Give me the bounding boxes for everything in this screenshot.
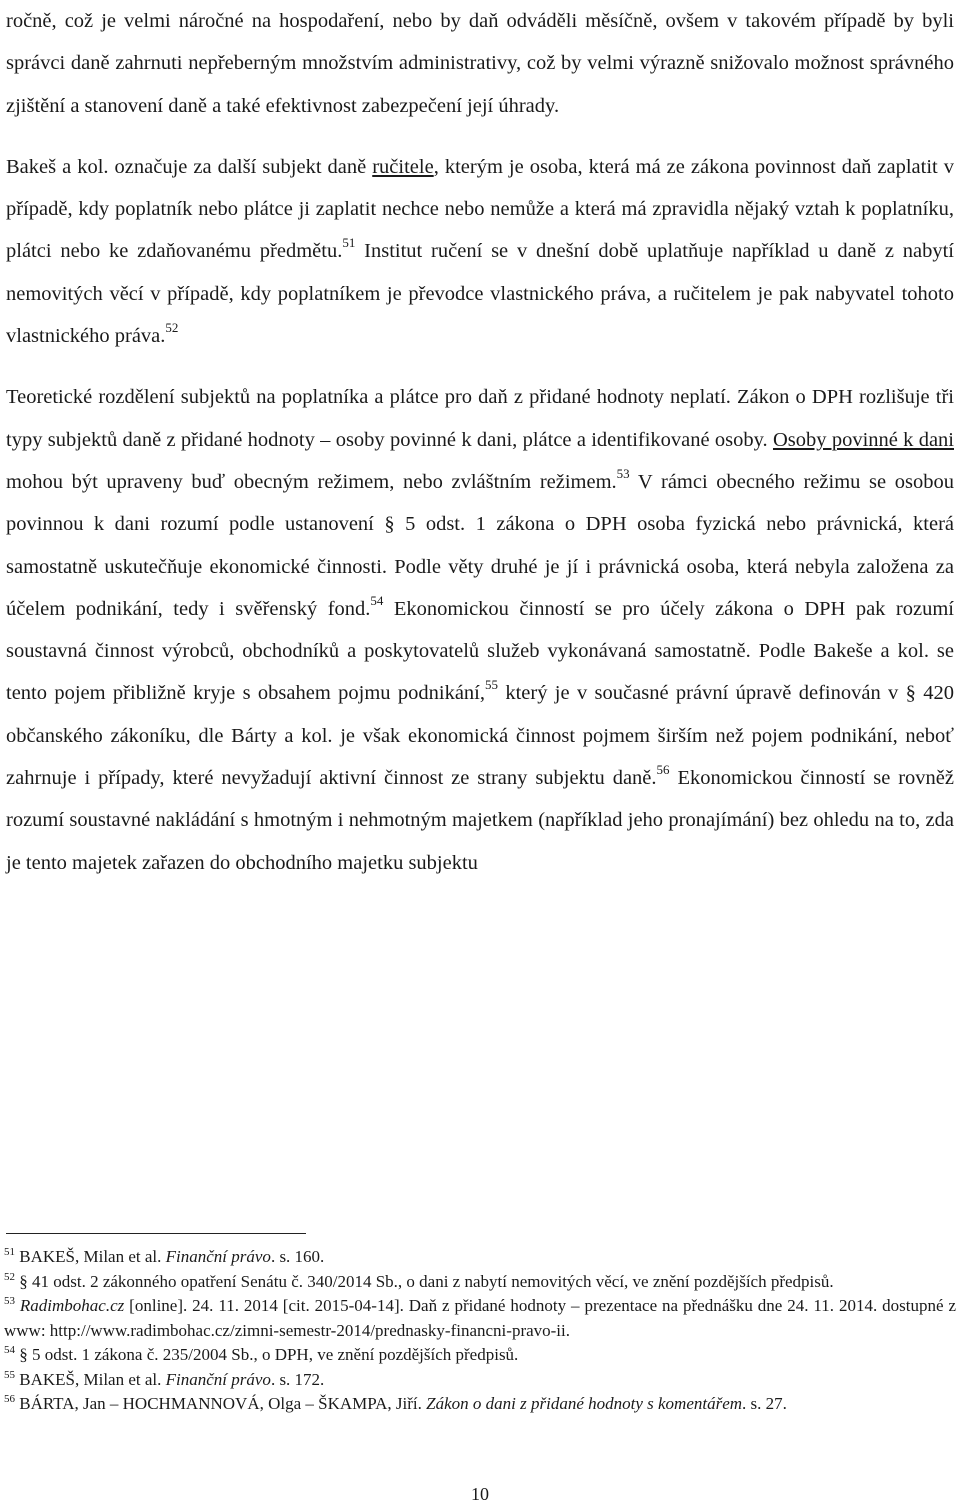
footnote-text: § 41 odst. 2 zákonného opatření Senátu č. 340/2014 Sb., o dani z nabytí nemovitých věcí, ve znění pozdějších předpisů. xyxy=(15,1271,834,1291)
paragraph-3-text-c: V rámci obecného režimu se osobou povinnou k dani rozumí podle ustanovení § 5 odst. 1 zákona o DPH osoba fyzická nebo právnická, která samostatně uskutečňuje ekonomické činnosti. Podle věty druhé je jí i právnická osoba, která nebyla založena za účelem podnikání, tedy i svěřenský fond. xyxy=(6,470,954,620)
footnotes xyxy=(4,1245,956,1417)
footnote-title: Finanční právo xyxy=(165,1247,271,1266)
footnote-text: BAKEŠ, Milan et al. xyxy=(15,1369,166,1389)
footnote-ref-56[interactable]: 56 xyxy=(656,762,670,778)
paragraph-2-text-a: Bakeš a kol. označuje za další subjekt daně xyxy=(6,155,373,178)
footnote-54 xyxy=(4,1343,956,1368)
footnote-number: 54 xyxy=(4,1344,15,1356)
footnote-52 xyxy=(4,1270,956,1295)
paragraph-2-text-b: , kterým je osoba, která má ze zákona povinnost daň zaplatit v případě, kdy poplatník nebo plátce ji zaplatit nechce nebo nemůže a která má zpravidla nějaký vztah k poplatníku, plátci nebo ke zdaňovanému předmětu. xyxy=(6,155,954,263)
footnote-text: . s. 160. xyxy=(270,1247,325,1266)
footnote-number: 51 xyxy=(4,1246,15,1258)
footnote-separator xyxy=(6,1233,306,1234)
paragraph-3-text-d: Ekonomickou činností se pro účely zákona o DPH pak rozumí soustavná činnost výrobců, obchodníků a poskytovatelů služeb vykonávaná samostatně. Podle Bakeše a kol. se tento pojem přibližně kryje s obsahem pojmu podnikání, xyxy=(6,597,954,705)
footnote-title: Zákon o dani z přidané hodnoty s komentářem xyxy=(426,1394,743,1413)
footnote-title: Finanční právo xyxy=(165,1369,271,1389)
paragraph-3 xyxy=(6,376,954,884)
footnote-ref-51[interactable]: 51 xyxy=(342,235,356,251)
underlined-term-osoby-povinne: Osoby povinné k dani xyxy=(772,428,954,451)
footnote-text: BÁRTA, Jan – HOCHMANNOVÁ, Olga – ŠKAMPA, Jiří. xyxy=(15,1394,427,1413)
footnote-number: 56 xyxy=(4,1393,15,1405)
footnote-ref-52[interactable]: 52 xyxy=(165,320,179,336)
footnote-text: . s. 172. xyxy=(270,1369,325,1389)
paragraph-3-text-e: který je v současné právní úpravě definován v § 420 občanského zákoníku, dle Bárty a kol. je však ekonomická činnost pojmem širším než pojem podnikání, neboť zahrnuje i případy, které nevyžadují aktivní činnost ze strany subjektu daně. xyxy=(6,682,954,790)
footnote-56 xyxy=(4,1392,956,1417)
footnote-55 xyxy=(4,1368,956,1393)
footnote-number: 55 xyxy=(4,1368,15,1381)
underlined-term-rucitele: ručitele xyxy=(372,155,434,178)
footnote-number: 52 xyxy=(4,1270,15,1283)
footnote-title: Radimbohac.cz xyxy=(15,1296,125,1315)
footnote-text: [online]. 24. 11. 2014 [cit. 2015-04-14]. Daň z přidané hodnoty – prezentace na přednášku dne 24. 11. 2014. dostupné z www: http://www.radimbohac.cz/zimni-semestr-2014/prednasky-financni-pravo-ii. xyxy=(4,1296,956,1340)
paragraph-3-text-b: mohou být upraveny buď obecným režimem, nebo zvláštním režimem. xyxy=(6,470,617,493)
page-number: 10 xyxy=(471,1484,489,1504)
paragraph-1 xyxy=(6,0,954,127)
footnote-ref-55[interactable]: 55 xyxy=(485,677,498,693)
footnote-text: BAKEŠ, Milan et al. xyxy=(15,1247,166,1266)
footnote-53 xyxy=(4,1294,956,1343)
paragraph-3-text-f: Ekonomickou činností se rovněž rozumí soustavné nakládání s hmotným i nehmotným majetkem (například jeho pronajímání) bez ohledu na to, zda je tento majetek zařazen do obchodního majetku subjektu xyxy=(6,767,955,874)
footnote-ref-54[interactable]: 54 xyxy=(370,592,384,608)
paragraph-2-text-c: Institut ručení se v dnešní době uplatňuje například u daně z nabytí nemovitých věcí v případě, kdy poplatníkem je převodce vlastnického práva, a ručitelem je pak nabyvatel tohoto vlastnického práva. xyxy=(6,240,954,348)
footnote-ref-53[interactable]: 53 xyxy=(616,465,630,481)
footnote-text: § 5 odst. 1 zákona č. 235/2004 Sb., o DPH, ve znění pozdějších předpisů. xyxy=(15,1345,519,1364)
paragraph-2 xyxy=(6,146,954,357)
footnote-number: 53 xyxy=(4,1295,15,1307)
footnote-51 xyxy=(4,1245,956,1270)
body-text xyxy=(6,0,954,884)
paragraph-3-text-a: Teoretické rozdělení subjektů na poplatníka a plátce pro daň z přidané hodnoty neplatí. Zákon o DPH rozlišuje tři typy subjektů daně z přidané hodnoty – osoby povinné k dani, plátce a identifikované osoby. xyxy=(6,386,954,451)
footnote-text: . s. 27. xyxy=(742,1394,787,1413)
paragraph-1-text: ročně, což je velmi náročné na hospodaření, nebo by daň odváděli měsíčně, ovšem v takovém případě by byli správci daně zahrnuti nepřeberným množstvím administrativy, což by velmi výrazně snižovalo možnost správného zjištění a stanovení daně a také efektivnost zabezpečení její úhrady. xyxy=(6,10,954,117)
